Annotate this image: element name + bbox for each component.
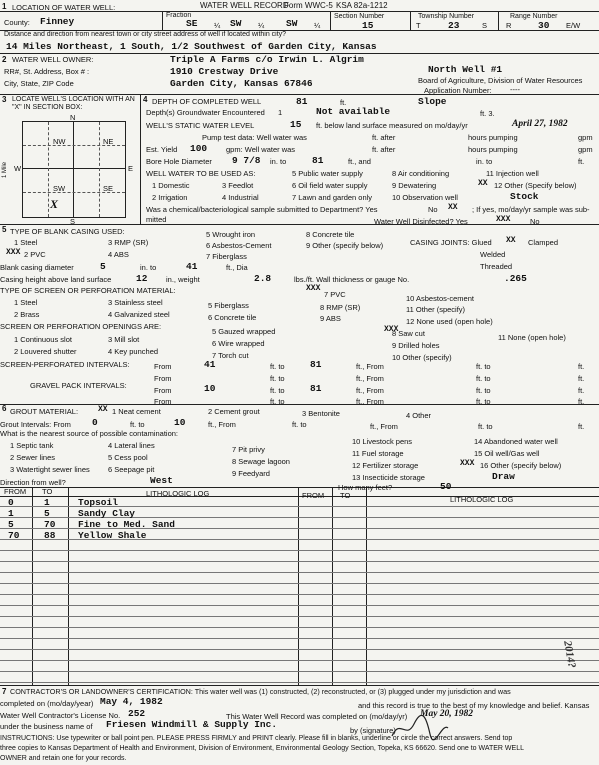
north-label: N: [70, 113, 76, 122]
chem-label: Was a chemical/bacteriological sample submitted to Department? Yes: [146, 205, 378, 214]
section-box-divider: [73, 122, 74, 217]
casing-option-2[interactable]: 2 PVC: [24, 250, 46, 259]
sp-ft-to-4: ft. to: [476, 374, 491, 383]
use-option-12[interactable]: 12 Other (Specify below): [494, 181, 577, 190]
height-unit: in., weight: [166, 275, 200, 284]
opening-option-8[interactable]: 8 Saw cut: [392, 329, 425, 338]
sp-from-value: 41: [204, 359, 216, 370]
openings-label: SCREEN OR PERFORATION OPENINGS ARE:: [0, 322, 162, 331]
section-box-divider: [48, 122, 49, 217]
license-label: Water Well Contractor's License No.: [0, 711, 121, 720]
county-label: County:: [4, 18, 30, 27]
grout-ft: ft.: [578, 422, 585, 431]
township-value: 23: [448, 20, 460, 31]
range-label: Range Number: [510, 13, 558, 20]
contam-option-10[interactable]: 10 Livestock pens: [352, 437, 413, 446]
elevation-value: Slope: [418, 96, 447, 107]
static-date: April 27, 1982: [512, 119, 568, 129]
fraction-label: Fraction: [166, 12, 192, 19]
gpm-label: gpm: [578, 145, 593, 154]
chem-no-label: No: [428, 205, 438, 214]
log-desc-cell: Yellow Shale: [78, 530, 147, 541]
log-desc-cell: Fine to Med. Sand: [78, 519, 175, 530]
screen-option-10[interactable]: 10 Asbestos-cement: [406, 294, 474, 303]
quarter-symbol: ¼: [314, 21, 321, 30]
pvc-mark: XXX: [6, 248, 21, 257]
sw-label: SW: [53, 184, 66, 193]
log-lith-header: LITHOLOGIC LOG: [146, 489, 210, 498]
sp-from-label: From: [154, 362, 172, 371]
record-date: May 20, 1982: [420, 709, 474, 719]
nw-label: NW: [53, 137, 66, 146]
joints-clamped[interactable]: Clamped: [528, 238, 559, 247]
ksa-number: KSA 82a-1212: [336, 1, 388, 10]
rule: [140, 94, 141, 224]
rule: [0, 685, 599, 686]
contam-option-14[interactable]: 14 Abandoned water well: [474, 437, 558, 446]
log-desc-cell: Topsoil: [78, 497, 118, 508]
use-option-8[interactable]: 8 Air conditioning: [392, 169, 450, 178]
contam-option-11[interactable]: 11 Fuel storage: [352, 449, 404, 458]
screen-label: TYPE OF SCREEN OR PERFORATION MATERIAL:: [0, 286, 176, 295]
contam-option-5[interactable]: 5 Cess pool: [108, 453, 148, 462]
diameter-tail: ft., Dia: [226, 263, 248, 272]
screen-option-6[interactable]: 6 Concrete tile: [208, 313, 257, 322]
township-prefix: T: [416, 21, 421, 30]
log-ruled-line: [0, 660, 599, 661]
casing-option-3[interactable]: 3 RMP (SR): [108, 238, 149, 247]
use-other-value: Stock: [510, 191, 539, 202]
grout-ft-to-3: ft. to: [478, 422, 493, 431]
grout-option-3[interactable]: 3 Bentonite: [302, 409, 340, 418]
grout-ft-from: ft., From: [208, 420, 236, 429]
gp-ft: ft.: [578, 386, 585, 395]
depth-label: DEPTH OF COMPLETED WELL: [152, 97, 262, 106]
yield-value: 100: [190, 143, 208, 154]
owner-label: WATER WELL OWNER:: [12, 55, 94, 64]
log-ruled-line: [0, 649, 599, 650]
pump-label: Pump test data: Well water was: [202, 133, 307, 142]
application-label: Application Number:: [424, 86, 492, 95]
gp-to-value: 81: [310, 383, 322, 394]
gp-ft-from-2: ft., From: [356, 397, 384, 406]
completed-value: May 4, 1982: [100, 696, 163, 707]
contam-option-7[interactable]: 7 Pit privy: [232, 445, 265, 454]
depth-value: 81: [296, 96, 308, 107]
contam-option-2[interactable]: 2 Sewer lines: [10, 453, 56, 462]
completed-label: completed on (mo/day/year): [0, 699, 94, 708]
section-box-divider: [99, 122, 100, 217]
screen-option-5[interactable]: 5 Fiberglass: [208, 301, 249, 310]
opening-option-11[interactable]: 11 None (open hole): [498, 333, 566, 342]
contam-option-6[interactable]: 6 Seepage pit: [108, 465, 155, 474]
ft-after: ft. after: [372, 145, 396, 154]
log-to-cell: 5: [44, 508, 50, 519]
log-from-header-2: FROM: [302, 491, 325, 500]
casing-label: TYPE OF BLANK CASING USED:: [10, 227, 125, 236]
log-ruled-line: [0, 671, 599, 672]
distance-label: Distance and direction from nearest town or city street address of well if located within city?: [4, 31, 287, 38]
use-option-1[interactable]: 1 Domestic: [152, 181, 190, 190]
contam-option-8[interactable]: 8 Sewage lagoon: [232, 457, 290, 466]
section-value: 15: [362, 20, 374, 31]
board-label: Board of Agriculture, Division of Water Resources: [418, 76, 583, 85]
sp-ft-from-2: ft., From: [356, 374, 384, 383]
instructions-3: OWNER and retain one for your records.: [0, 755, 127, 762]
height-label: Casing height above land surface: [0, 275, 112, 284]
fraction-2: SW: [230, 18, 242, 29]
joints-mark: XX: [506, 236, 516, 245]
use-option-6[interactable]: 6 Oil field water supply: [292, 181, 368, 190]
application-number: ----: [510, 85, 520, 94]
gp-ft-to: ft. to: [270, 386, 285, 395]
section-number: 4: [143, 95, 148, 104]
rule: [498, 11, 499, 30]
weight-value: 2.8: [254, 273, 272, 284]
opening-option-2[interactable]: 2 Louvered shutter: [14, 347, 77, 356]
gp-from-label-2: From: [154, 397, 172, 406]
height-value: 12: [136, 273, 148, 284]
cert-line-1: CONTRACTOR'S OR LANDOWNER'S CERTIFICATION: This water well was (1) constructed, (2) reconstructed, or (3) plugged under my jurisdiction and was: [10, 687, 511, 696]
use-option-2[interactable]: 2 Irrigation: [152, 193, 188, 202]
ne-label: NE: [103, 137, 114, 146]
contam-option-4[interactable]: 4 Lateral lines: [108, 441, 155, 450]
grout-mark: XX: [98, 405, 108, 414]
screen-option-12[interactable]: 12 None used (open hole): [406, 317, 493, 326]
screen-intervals-label: SCREEN-PERFORATED INTERVALS:: [0, 360, 130, 369]
location-label: LOCATION OF WATER WELL:: [12, 3, 116, 12]
screen-option-9[interactable]: 9 ABS: [320, 314, 341, 323]
west-label: W: [14, 164, 22, 173]
log-ruled-line: [0, 682, 599, 683]
township-suffix: S: [482, 21, 488, 30]
sp-ft: ft.: [578, 362, 585, 371]
owner-name: Triple A Farms c/o Irwin L. Algrim: [170, 54, 364, 65]
range-prefix: R: [506, 21, 512, 30]
opening-option-6[interactable]: 6 Wire wrapped: [212, 339, 265, 348]
sp-to-value: 81: [310, 359, 322, 370]
contam-option-12[interactable]: 12 Fertilizer storage: [352, 461, 419, 470]
bore-label: Bore Hole Diameter: [146, 157, 212, 166]
disinfected-no: No: [530, 217, 540, 226]
section-box: [22, 121, 126, 218]
contam-other-value: Draw: [492, 471, 515, 482]
gp-ft-2: ft.: [578, 397, 585, 406]
rule: [410, 11, 411, 30]
screen-option-3[interactable]: 3 Stainless steel: [108, 298, 163, 307]
signature-label: by (signature): [350, 726, 396, 735]
diameter-label: Blank casing diameter: [0, 263, 74, 272]
log-ruled-line: [0, 638, 599, 639]
city-label: City, State, ZIP Code: [4, 79, 74, 88]
address-label: RR#, St. Address, Box # :: [4, 67, 90, 76]
log-lith-header-2: LITHOLOGIC LOG: [450, 495, 514, 504]
section-number: 5: [2, 225, 7, 234]
quarter-symbol: ¼: [258, 21, 265, 30]
yield-unit: gpm: Well water was: [226, 145, 296, 154]
casing-option-4[interactable]: 4 ABS: [108, 250, 129, 259]
use-option-7[interactable]: 7 Lawn and garden only: [292, 193, 373, 202]
diameter-in-to: in. to: [140, 263, 157, 272]
license-value: 252: [128, 708, 146, 719]
grout-from-value: 0: [92, 417, 98, 428]
opening-option-4[interactable]: 4 Key punched: [108, 347, 159, 356]
elevation-label: ft.: [340, 98, 347, 107]
casing-option-7[interactable]: 7 Fiberglass: [206, 252, 247, 261]
log-ruled-line: [0, 605, 599, 606]
gp-ft-to-3: ft. to: [270, 397, 285, 406]
opening-option-7[interactable]: 7 Torch cut: [212, 351, 249, 360]
section-number: 6: [2, 404, 7, 413]
log-from-cell: 1: [8, 508, 14, 519]
county-value: Finney: [40, 16, 75, 27]
rule: [0, 224, 599, 225]
use-option-3[interactable]: 3 Feedlot: [222, 181, 254, 190]
log-ruled-line: [0, 561, 599, 562]
screen-option-7[interactable]: 7 PVC: [324, 290, 346, 299]
log-ruled-line: [0, 627, 599, 628]
section-number: 7: [2, 687, 7, 696]
groundwater-value: Not available: [316, 106, 391, 117]
business-label: under the business name of: [0, 722, 93, 731]
hours-label: hours pumping: [468, 145, 518, 154]
east-label: E: [128, 164, 134, 173]
log-ruled-line: [0, 594, 599, 595]
opening-option-10[interactable]: 10 Other (specify): [392, 353, 452, 362]
log-to-cell: 88: [44, 530, 56, 541]
opening-option-1[interactable]: 1 Continuous slot: [14, 335, 72, 344]
mile-label: 1 Mile: [2, 161, 8, 178]
use-option-9[interactable]: 9 Dewatering: [392, 181, 437, 190]
casing-option-6[interactable]: 6 Asbestos-Cement: [206, 241, 272, 250]
use-option-5[interactable]: 5 Public water supply: [292, 169, 363, 178]
screen-option-11[interactable]: 11 Other (specify): [406, 305, 466, 314]
distance-value: 14 Miles Northeast, 1 South, 1/2 Southwest of Garden City, Kansas: [6, 41, 377, 52]
grout-option-1[interactable]: 1 Neat cement: [112, 407, 161, 416]
contam-option-3[interactable]: 3 Watertight sewer lines: [10, 465, 90, 474]
sp-ft-to-2: ft. to: [476, 362, 491, 371]
contam-option-15[interactable]: 15 Oil well/Gas well: [474, 449, 540, 458]
static-tail: ft. below land surface measured on mo/day/yr: [316, 121, 468, 130]
casing-option-8[interactable]: 8 Concrete tile: [306, 230, 355, 239]
rule: [162, 11, 163, 30]
gp-ft-to-4: ft. to: [476, 397, 491, 406]
grout-ft-to-2: ft. to: [292, 420, 307, 429]
feet-value: 50: [440, 481, 452, 492]
log-to-header: TO: [42, 487, 53, 496]
section-label: Section Number: [334, 13, 385, 20]
yield-label: Est. Yield: [146, 145, 178, 154]
disinfected-mark: XXX: [496, 215, 511, 224]
grout-intervals-label: Grout Intervals: From: [0, 420, 71, 429]
owner-city: Garden City, Kansas 67846: [170, 78, 313, 89]
quarter-symbol: ¼: [214, 21, 221, 30]
groundwater-label: Depth(s) Groundwater Encountered: [146, 108, 265, 117]
sp-ft-to: ft. to: [270, 362, 285, 371]
groundwater-ft3: ft. 3.: [480, 109, 495, 118]
screen-option-4[interactable]: 4 Galvanized steel: [108, 310, 170, 319]
log-ruled-line: [0, 583, 599, 584]
diameter-to-value: 41: [186, 261, 198, 272]
feet-label: How many feet?: [338, 483, 393, 492]
form-number: Form WWC-5: [284, 1, 333, 10]
contamination-label: What is the nearest source of possible contamination:: [0, 429, 179, 438]
grout-option-2[interactable]: 2 Cement grout: [208, 407, 260, 416]
ft-after: ft. after: [372, 133, 396, 142]
location-mark: X: [50, 197, 59, 211]
use-other-mark: XX: [478, 179, 488, 188]
opening-option-9[interactable]: 9 Drilled holes: [392, 341, 440, 350]
section-box-divider: [23, 168, 125, 169]
direction-value: West: [150, 475, 173, 486]
log-to-cell: 1: [44, 497, 50, 508]
chem-tail: ; If yes, mo/day/yr sample was sub-: [472, 205, 590, 214]
range-suffix: E/W: [566, 21, 581, 30]
static-value: 15: [290, 119, 302, 130]
grout-option-4[interactable]: 4 Other: [406, 411, 432, 420]
chem-no-mark: XX: [448, 203, 458, 212]
section-box-label: LOCATE WELL'S LOCATION WITH AN "X" IN SECTION BOX:: [12, 96, 135, 112]
weight-unit: lbs./ft. Wall thickness or gauge No.: [294, 275, 410, 284]
contam-option-1[interactable]: 1 Septic tank: [10, 441, 54, 450]
grout-to-value: 10: [174, 417, 186, 428]
business-name: Friesen Windmill & Supply Inc.: [106, 719, 278, 730]
opening-option-5[interactable]: 5 Gauzed wrapped: [212, 327, 276, 336]
saw-cut-mark: XXX: [384, 325, 399, 334]
contam-other-mark: XXX: [460, 459, 475, 468]
mitted-label: mitted: [146, 215, 167, 224]
bore-value: 9 7/8: [232, 155, 261, 166]
margin-note: 2014?: [561, 639, 578, 669]
log-ruled-line: [0, 616, 599, 617]
gp-from-label: From: [154, 386, 172, 395]
well-name: North Well #1: [428, 64, 503, 75]
screen-option-1[interactable]: 1 Steel: [14, 298, 38, 307]
casing-option-1[interactable]: 1 Steel: [14, 238, 38, 247]
instructions-1: INSTRUCTIONS: Use typewriter or ball point pen. PLEASE PRESS FIRMLY and PRINT clearly. Please fill in blanks, underline or circle the correct answers. Send top: [0, 735, 513, 742]
casing-option-9[interactable]: 9 Other (specify below): [306, 241, 384, 250]
fraction-1: SE: [186, 18, 198, 29]
license-tail: This Water Well Record was completed on (mo/day/yr): [226, 712, 408, 721]
gp-from-value: 10: [204, 383, 216, 394]
gp-ft-to-2: ft. to: [476, 386, 491, 395]
bore-in-to: in. to: [270, 157, 287, 166]
se-label: SE: [103, 184, 114, 193]
range-value: 30: [538, 20, 550, 31]
section-number: 3: [2, 95, 7, 104]
south-label: S: [70, 217, 76, 226]
use-option-11[interactable]: 11 Injection well: [486, 169, 539, 178]
gp-ft-from: ft., From: [356, 386, 384, 395]
log-from-cell: 0: [8, 497, 14, 508]
use-label: WELL WATER TO BE USED AS:: [146, 169, 256, 178]
instructions-2: three copies to Kansas Department of Health and Environment, Division of Environment, Environmental Geology Section, Topeka, KS 66620. Send one to WATER WELL: [0, 745, 524, 752]
rule: [0, 94, 599, 95]
hours-label: hours pumping: [468, 133, 518, 142]
groundwater-1: 1: [278, 108, 283, 117]
sp-ft-from: ft., From: [356, 362, 384, 371]
use-option-4[interactable]: 4 Industrial: [222, 193, 259, 202]
gravel-label: GRAVEL PACK INTERVALS:: [30, 381, 127, 390]
log-ruled-line: [0, 550, 599, 551]
static-label: WELL'S STATIC WATER LEVEL: [146, 121, 255, 130]
bore-to-value: 81: [312, 155, 324, 166]
log-to-cell: 70: [44, 519, 56, 530]
log-from-cell: 70: [8, 530, 20, 541]
gpm-label: gpm: [578, 133, 593, 142]
log-from-cell: 5: [8, 519, 14, 530]
rule: [330, 11, 331, 30]
log-from-header: FROM: [4, 487, 27, 496]
section-number: 1: [2, 2, 7, 11]
grout-label: GROUT MATERIAL:: [10, 407, 79, 416]
screen-pvc-mark: XXX: [306, 284, 321, 293]
screen-option-8[interactable]: 8 RMP (SR): [320, 303, 361, 312]
gauge-value: .265: [504, 273, 527, 284]
sp-from-label-2: From: [154, 374, 172, 383]
joints-welded[interactable]: Welded: [480, 250, 506, 259]
log-rule: [0, 487, 599, 488]
sp-ft-2: ft.: [578, 374, 585, 383]
opening-option-3[interactable]: 3 Mill slot: [108, 335, 140, 344]
contam-option-13[interactable]: 13 Insecticide storage: [352, 473, 425, 482]
grout-ft-to: ft. to: [130, 420, 145, 429]
diameter-value: 5: [100, 261, 106, 272]
bore-ft-and: ft., and: [348, 157, 371, 166]
log-desc-cell: Sandy Clay: [78, 508, 136, 519]
use-option-10[interactable]: 10 Observation well: [392, 193, 458, 202]
joints-threaded[interactable]: Threaded: [480, 262, 513, 271]
owner-address: 1910 Crestway Drive: [170, 66, 279, 77]
sp-ft-to-3: ft. to: [270, 374, 285, 383]
contam-option-9[interactable]: 9 Feedyard: [232, 469, 270, 478]
cert-line-2-tail: and this record is true to the best of my knowledge and belief. Kansas: [358, 701, 590, 710]
form-title: WATER WELL RECORD: [200, 1, 289, 10]
disinfected-label: Water Well Disinfected? Yes: [374, 217, 468, 226]
contam-option-16[interactable]: 16 Other (specify below): [480, 461, 562, 470]
section-number: 2: [2, 55, 7, 64]
screen-option-2[interactable]: 2 Brass: [14, 310, 40, 319]
log-ruled-line: [0, 572, 599, 573]
township-label: Township Number: [418, 13, 475, 20]
log-to-header-2: TO: [340, 491, 351, 500]
casing-option-5[interactable]: 5 Wrought iron: [206, 230, 256, 239]
direction-label: Direction from well?: [0, 478, 66, 487]
grout-ft-from-2: ft., From: [370, 422, 398, 431]
joints-label: CASING JOINTS: Glued: [410, 238, 492, 247]
rule: [0, 404, 599, 405]
bore-ft: ft.: [578, 157, 585, 166]
fraction-3: SW: [286, 18, 298, 29]
bore-in-to-2: in. to: [476, 157, 493, 166]
